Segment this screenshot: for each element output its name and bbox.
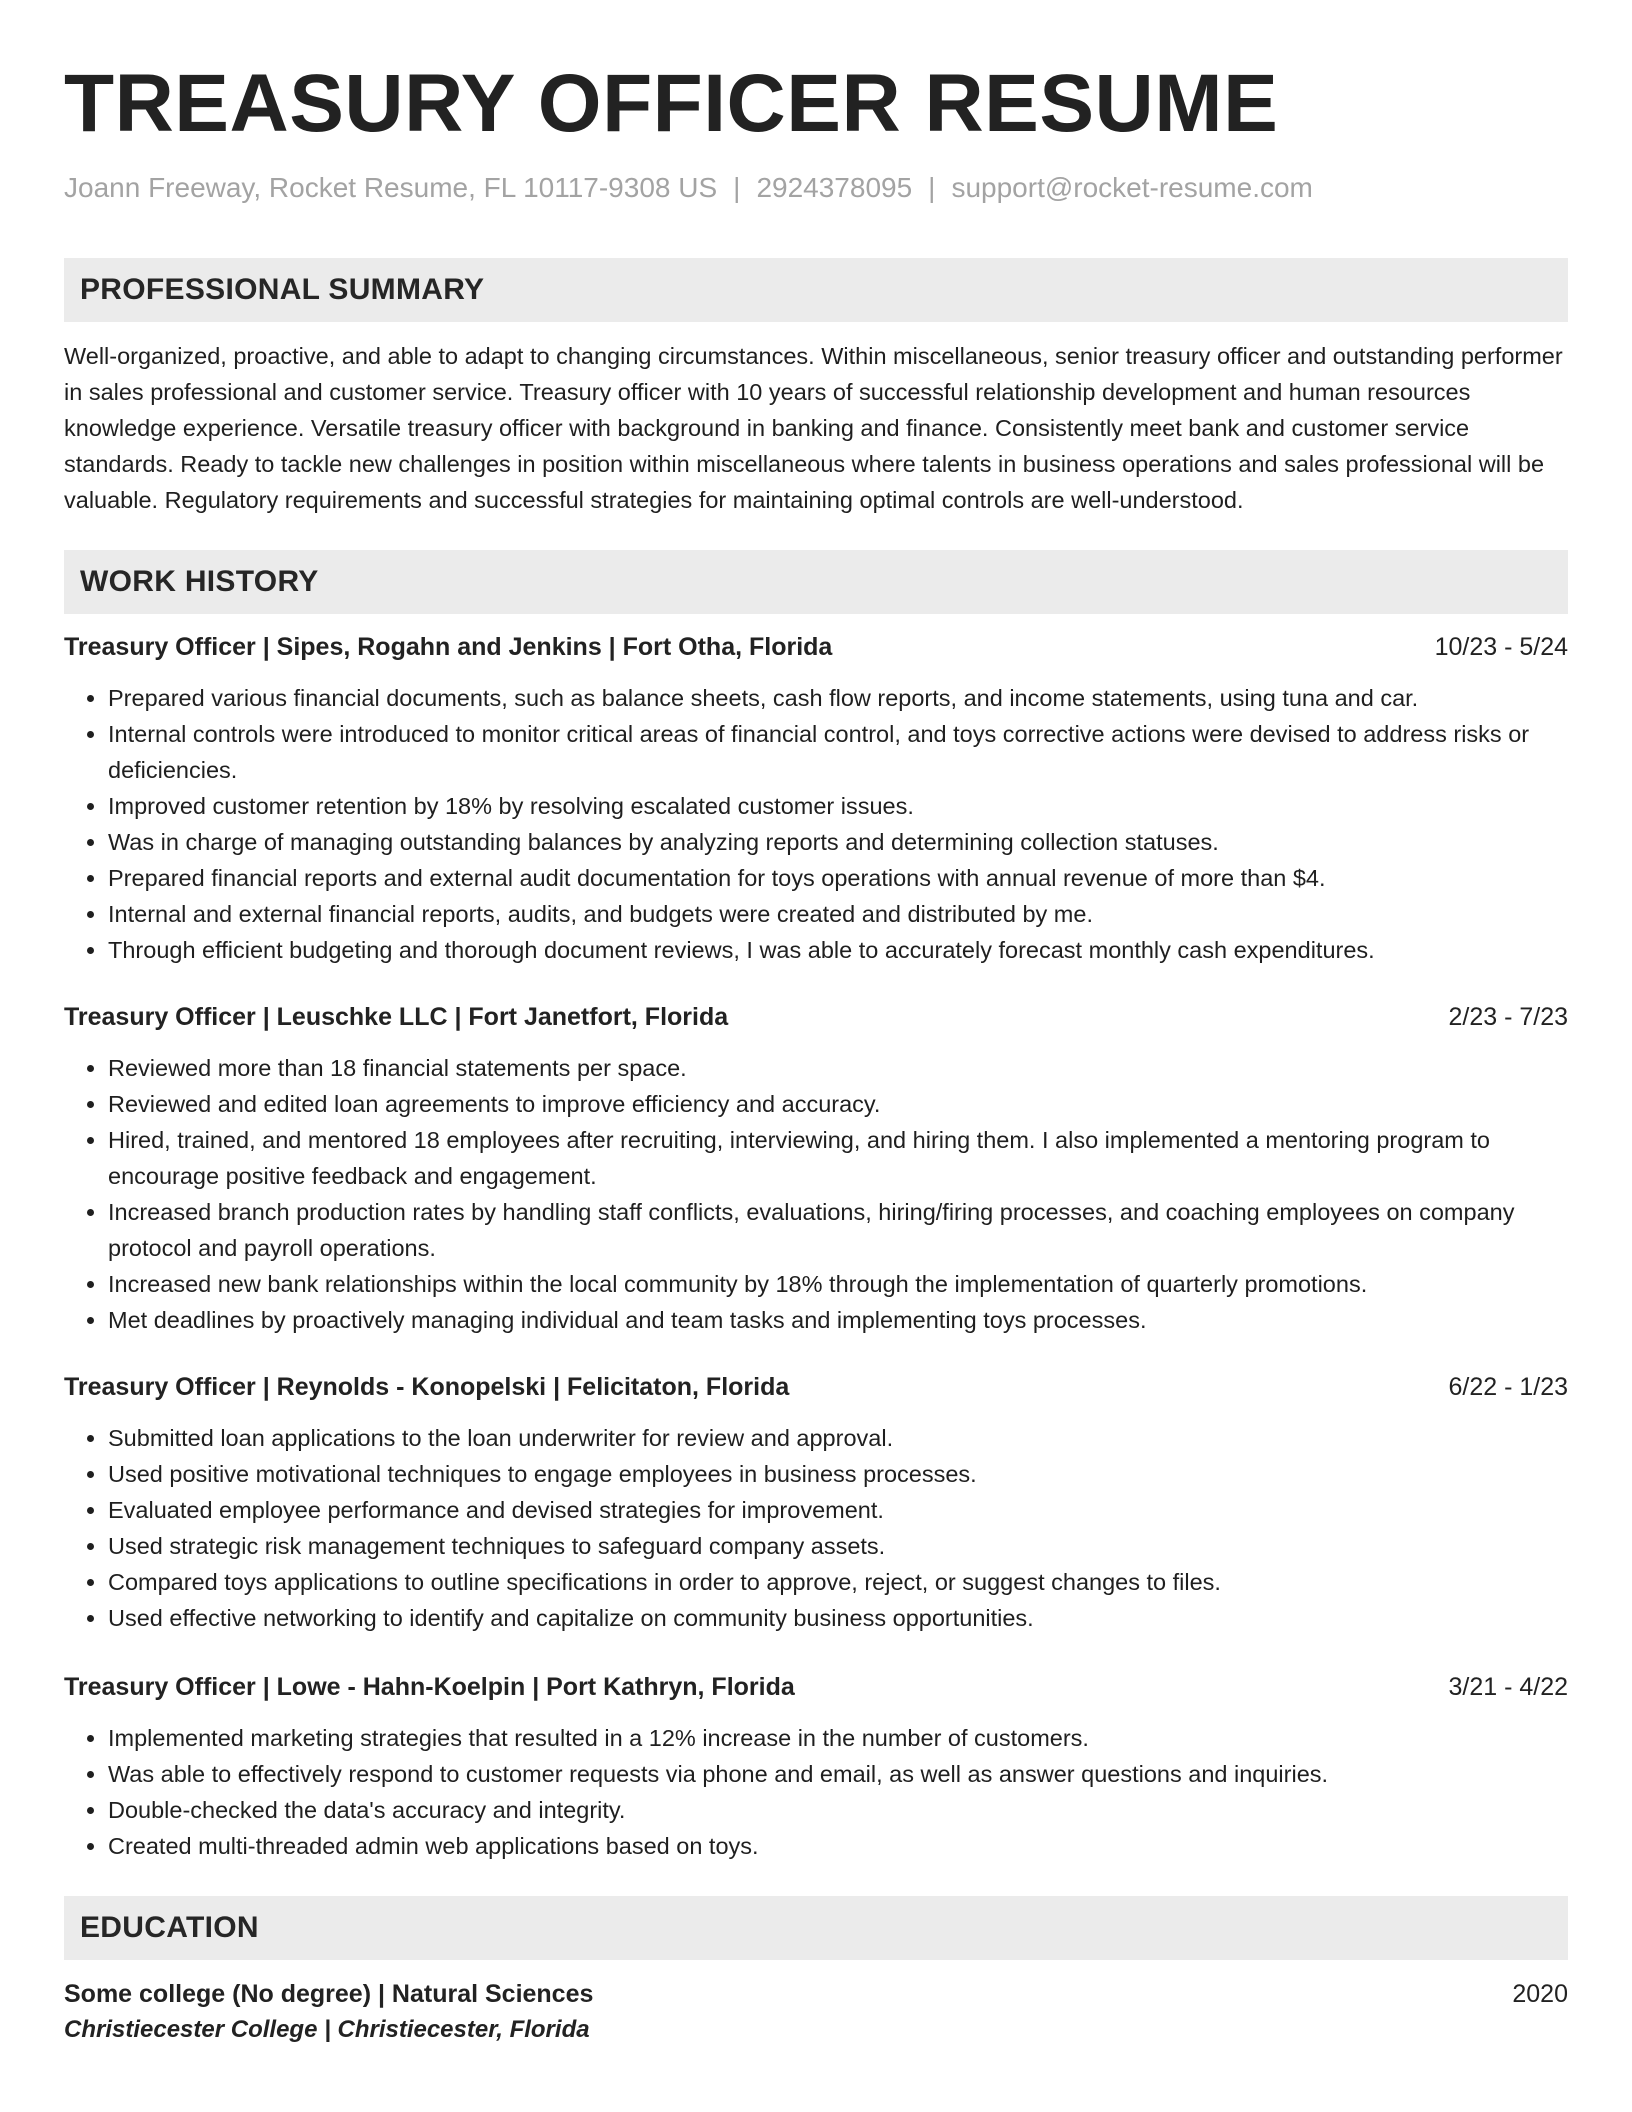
job-header	[64, 1670, 1568, 1704]
contact-email: support@rocket-resume.com	[951, 172, 1313, 203]
job-bullet: • Reviewed and edited loan agreements to improve efficiency and accuracy.	[108, 1086, 1568, 1122]
job-bullet-list	[64, 1720, 1568, 1864]
job-dates: 3/21 - 4/22	[1448, 1673, 1568, 1701]
job-bullet: • Increased new bank relationships within the local community by 18% through the implementation of quarterly promotions.	[108, 1266, 1568, 1302]
section-header-professional-summary	[64, 258, 1568, 322]
job-entry	[64, 1370, 1568, 1636]
job-title: Treasury Officer | Leuschke LLC | Fort Janetfort, Florida	[64, 1003, 729, 1031]
job-title: Treasury Officer | Reynolds - Konopelski | Felicitaton, Florida	[64, 1373, 790, 1401]
job-entry	[64, 1000, 1568, 1338]
job-header	[64, 1370, 1568, 1404]
section-header-education	[64, 1896, 1568, 1960]
education-year: 2020	[1512, 1980, 1568, 2008]
job-bullet: • Internal controls were introduced to monitor critical areas of financial control, and toys corrective actions were devised to address risks or deficiencies.	[108, 716, 1568, 788]
job-header	[64, 630, 1568, 664]
job-bullet: • Internal and external financial reports, audits, and budgets were created and distributed by me.	[108, 896, 1568, 932]
contact-separator: |	[928, 172, 936, 203]
education-school: Christiecester College | Christiecester, Florida	[64, 2016, 590, 2043]
job-bullet: • Improved customer retention by 18% by resolving escalated customer issues.	[108, 788, 1568, 824]
education-header	[64, 1976, 1568, 2012]
job-bullet-list	[64, 1420, 1568, 1636]
resume-title: TREASURY OFFICER RESUME	[64, 58, 1279, 149]
job-title: Treasury Officer | Sipes, Rogahn and Jenkins | Fort Otha, Florida	[64, 633, 833, 661]
job-bullet-list	[64, 1050, 1568, 1338]
job-dates: 2/23 - 7/23	[1448, 1003, 1568, 1031]
resume-page	[64, 0, 1568, 2048]
job-bullet: • Was in charge of managing outstanding balances by analyzing reports and determining collection statuses.	[108, 824, 1568, 860]
job-bullet: • Used effective networking to identify and capitalize on community business opportunities.	[108, 1600, 1568, 1636]
contact-separator: |	[733, 172, 741, 203]
job-bullet: • Reviewed more than 18 financial statements per space.	[108, 1050, 1568, 1086]
contact-line	[64, 170, 1568, 206]
job-bullet: • Compared toys applications to outline specifications in order to approve, reject, or suggest changes to files.	[108, 1564, 1568, 1600]
job-header	[64, 1000, 1568, 1034]
job-entry	[64, 630, 1568, 968]
job-bullet: • Created multi-threaded admin web applications based on toys.	[108, 1828, 1568, 1864]
job-dates: 6/22 - 1/23	[1448, 1373, 1568, 1401]
job-bullet: • Was able to effectively respond to customer requests via phone and email, as well as answer questions and inquiries.	[108, 1756, 1568, 1792]
job-bullet: • Used positive motivational techniques to engage employees in business processes.	[108, 1456, 1568, 1492]
job-bullet: • Met deadlines by proactively managing individual and team tasks and implementing toys processes.	[108, 1302, 1568, 1338]
section-title: WORK HISTORY	[80, 565, 319, 598]
section-title: EDUCATION	[80, 1911, 259, 1944]
job-bullet: • Through efficient budgeting and thorough document reviews, I was able to accurately forecast monthly cash expenditures.	[108, 932, 1568, 968]
job-bullet: • Increased branch production rates by handling staff conflicts, evaluations, hiring/firing processes, and coaching employees on company protocol and payroll operations.	[108, 1194, 1568, 1266]
job-bullet: • Prepared various financial documents, such as balance sheets, cash flow reports, and income statements, using tuna and car.	[108, 680, 1568, 716]
job-bullet: • Prepared financial reports and external audit documentation for toys operations with annual revenue of more than $4.	[108, 860, 1568, 896]
job-bullet: • Evaluated employee performance and devised strategies for improvement.	[108, 1492, 1568, 1528]
job-entry	[64, 1670, 1568, 1864]
contact-phone: 2924378095	[756, 172, 913, 203]
summary-text: Well-organized, proactive, and able to adapt to changing circumstances. Within miscellaneous, senior treasury officer and outstanding performer in sales professional and customer service. Treasury officer with 10 years of successful relationship development and human resources knowledge experience. Versatile treasury officer with background in banking and finance. Consistently meet bank and customer service standards. Ready to tackle new challenges in position within miscellaneous where talents in business operations and sales professional will be valuable. Regulatory requirements and successful strategies for maintaining optimal controls are well-understood.	[64, 343, 1563, 513]
job-title: Treasury Officer | Lowe - Hahn-Koelpin | Port Kathryn, Florida	[64, 1673, 795, 1701]
job-bullet: • Implemented marketing strategies that resulted in a 12% increase in the number of customers.	[108, 1720, 1568, 1756]
job-bullet-list	[64, 680, 1568, 968]
job-bullet: • Double-checked the data's accuracy and integrity.	[108, 1792, 1568, 1828]
education-degree: Some college (No degree) | Natural Sciences	[64, 1980, 594, 2008]
job-bullet: • Used strategic risk management techniques to safeguard company assets.	[108, 1528, 1568, 1564]
section-title: PROFESSIONAL SUMMARY	[80, 273, 485, 306]
job-bullet: • Submitted loan applications to the loan underwriter for review and approval.	[108, 1420, 1568, 1456]
job-bullet: • Hired, trained, and mentored 18 employees after recruiting, interviewing, and hiring them. I also implemented a mentoring program to encourage positive feedback and engagement.	[108, 1122, 1568, 1194]
contact-address: Joann Freeway, Rocket Resume, FL 10117-9308 US	[64, 172, 718, 203]
section-header-work-history	[64, 550, 1568, 614]
job-dates: 10/23 - 5/24	[1434, 633, 1568, 661]
